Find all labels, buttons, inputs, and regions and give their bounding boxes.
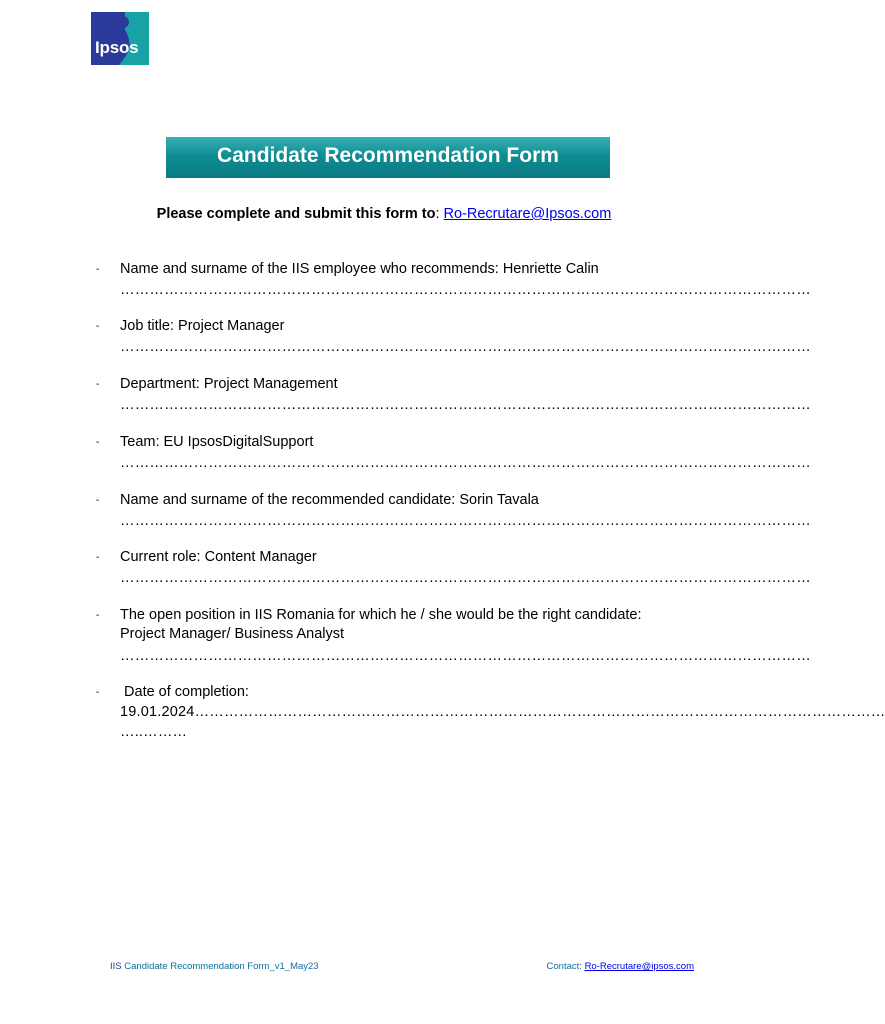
form-title-banner — [166, 137, 610, 178]
date-line-tail: …..……… — [120, 724, 188, 740]
footer-contact — [547, 961, 694, 973]
field-team: Team: EU IpsosDigitalSupport — [120, 434, 314, 450]
bullet: - — [96, 379, 100, 390]
field-current-role: Current role: Content Manager — [120, 549, 317, 565]
fill-line: …………………………………………………………………………………………………………………………… — [120, 648, 811, 664]
field-recommender: Name and surname of the IIS employee who recommends: Henriette Calin — [120, 261, 599, 277]
bullet: - — [96, 495, 100, 506]
footer-prefix: IIS — [110, 961, 122, 972]
fill-line: …………………………………………………………………………………………………………………………… — [120, 455, 811, 471]
field-open-position: The open position in IIS Romania for which he / she would be the right candidate: — [120, 607, 642, 623]
form-title: Candidate Recommendation Form — [217, 143, 559, 167]
submission-instruction — [0, 205, 768, 223]
footer-contact-email-link[interactable]: Ro-Recrutare@ipsos.com — [584, 961, 694, 972]
field-department: Department: Project Management — [120, 376, 338, 392]
date-line — [120, 703, 885, 722]
bullet: - — [96, 610, 100, 621]
field-open-position-value: Project Manager/ Business Analyst — [120, 626, 345, 642]
fill-line: …………………………………………………………………………………………………………………………… — [120, 282, 811, 298]
fill-line: …………………………………………………………………………………………………………………………… — [120, 339, 811, 355]
bullet: - — [96, 264, 100, 275]
footer-contact-label: Contact: — [546, 961, 582, 972]
bullet: - — [96, 437, 100, 448]
bullet: - — [96, 552, 100, 563]
footer-document-name — [110, 961, 319, 973]
fill-line: …………………………………………………………………………………………………………………………… — [120, 513, 811, 529]
instruction-label: Please complete and submit this form to — [156, 206, 436, 222]
bullet: - — [96, 321, 100, 332]
instruction-separator: : — [435, 206, 440, 222]
field-date-label: Date of completion: — [120, 684, 249, 700]
field-job-title: Job title: Project Manager — [120, 318, 285, 334]
fill-line: …………………………………………………………………………………………………………………………… — [120, 397, 811, 413]
fill-line: …………………………………………………………………………………………………………………………… — [194, 704, 885, 720]
bullet: - — [96, 687, 100, 698]
footer-form-version: Candidate Recommendation Form_v1_May23 — [124, 961, 319, 972]
field-candidate: Name and surname of the recommended candidate: Sorin Tavala — [120, 492, 539, 508]
submission-email-link[interactable]: Ro-Recrutare@Ipsos.com — [443, 206, 612, 222]
date-value: 19.01.2024 — [120, 704, 195, 720]
fill-line: …………………………………………………………………………………………………………………………… — [120, 570, 811, 586]
ipsos-logo — [91, 12, 149, 65]
logo-text: Ipsos — [95, 38, 139, 57]
